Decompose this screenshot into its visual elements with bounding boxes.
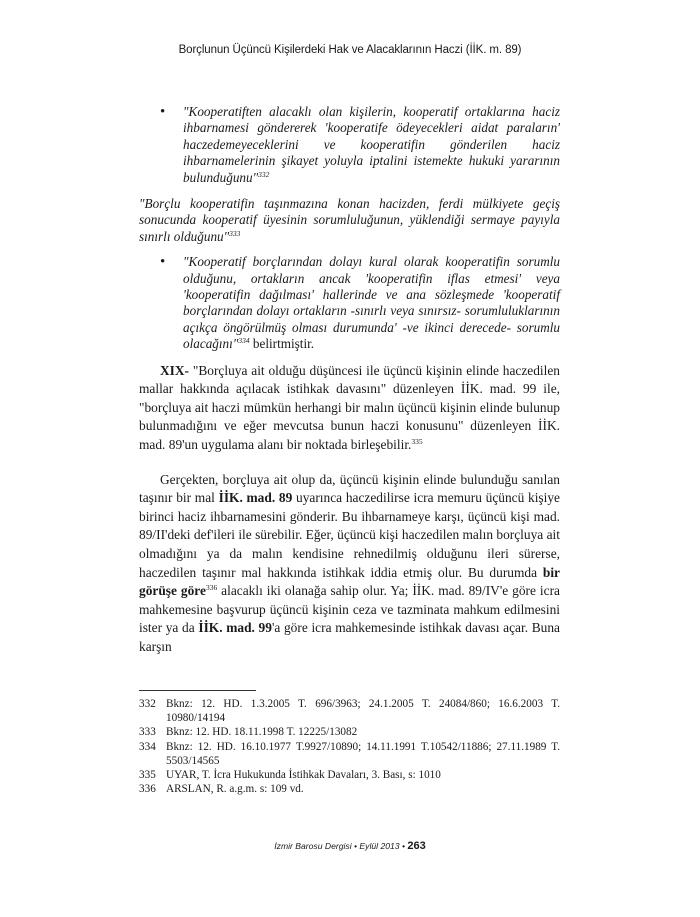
quote-text: "Borçlu kooperatifin taşınmazına konan hacizden, ferdi mülkiyete geçiş sonucunda kooperatif üyesinin sorumluluğunun, yüklendiği sermaye payıyla sınırlı olduğunu" (139, 196, 560, 244)
emphasis: bir görüşe göre (139, 564, 560, 599)
bullet-tail: belirtmiştir. (249, 336, 315, 352)
footnote (139, 782, 560, 796)
footnote-ref[interactable]: 333 (229, 228, 241, 238)
footnote-number: 335 (139, 769, 156, 782)
main-text (139, 104, 560, 657)
footnote-number: 336 (139, 783, 156, 796)
running-header: Borçlunun Üçüncü Kişilerdeki Hak ve Alacaklarının Haczi (İİK. m. 89) (178, 44, 522, 56)
footnote-divider (139, 690, 256, 691)
paragraph-text: 'a göre icra mahkemesinde istihkak davası açar. Buna karşın (139, 620, 560, 654)
paragraph (139, 471, 560, 657)
bullet-item (139, 254, 560, 352)
footnote-ref[interactable]: 336 (205, 583, 218, 593)
bullet-text: "Kooperatif borçlarından dolayı kural olarak kooperatifin sorumlu olduğunu, ortakların ancak 'kooperatifin iflas etmesi' veya 'kooperatifin dağılması' hallerinde ve ana sözleşmede 'kooperatif borçlarından dolayı ortakların -sınırlı veya sınırsız- sorumluluklarının açıkça öngörülmüş olması durumunda' -ve ikinci derecede- sorumlu olacağını" (183, 254, 560, 352)
footnote-ref[interactable]: 334 (238, 336, 250, 346)
footnote-number: 332 (139, 698, 156, 710)
page-number: 263 (407, 840, 426, 852)
paragraph-xix (139, 362, 560, 455)
bullet-icon: • (160, 104, 166, 120)
footnote (139, 725, 560, 739)
footnote (139, 697, 560, 725)
bullet-icon: • (160, 254, 166, 271)
footnote (139, 740, 560, 768)
paragraph-text: alacaklı iki olanağa sahip olur. Ya; İİK. mad. 89/IV'e göre icra mahkemesine başvurup üçüncü kişinin ceza ve tazminata mahkum edilmesini ister ya da (139, 583, 560, 636)
footnote-text: UYAR, T. İcra Hukukunda İstihkak Davaları, 3. Bası, s: 1010 (166, 769, 441, 782)
emphasis: İİK. mad. 99 (198, 620, 272, 636)
footnotes (139, 697, 560, 796)
section-lead: XIX- (160, 362, 190, 378)
paragraph-text: Gerçekten, borçluya ait olup da, üçüncü kişinin elinde bulunduğu sanılan taşınır bir mal (139, 471, 560, 506)
footnote-ref[interactable]: 332 (258, 169, 270, 179)
paragraph-text: "Borçluya ait olduğu düşüncesi ile üçüncü kişinin elinde haczedilen mallar hakkında açılacak istihkak davasını" düzenleyen İİK. mad. 99 ile, "borçluya ait haczi mümkün herhangi bir malın üçüncü kişinin elinde bulunup bulunmadığını ve eğer mevcutsa bunun haczi konusunu" düzenleyen İİK. mad. 89'un uygulama alanı bir noktada birleşebilir. (139, 362, 560, 453)
block-quote (139, 196, 560, 245)
footnote-number: 334 (139, 740, 156, 753)
footnote-ref[interactable]: 335 (411, 437, 423, 447)
footnote-text: Bknz: 12. HD. 1.3.2005 T. 696/3963; 24.1.2005 T. 24084/860; 16.6.2003 T. 10980/14194 (166, 698, 560, 725)
footnote (139, 768, 560, 782)
page-footer (0, 840, 700, 852)
footnote-text: ARSLAN, R. a.g.m. s: 109 vd. (166, 783, 304, 796)
paragraph-text: uyarınca haczedilirse icra memuru üçüncü kişiye birinci haciz ihbarnamesini gönderir. Bu ihbarnameye karşı, üçüncü kişi mad. 89/II'deki def'ileri ile sürebilir. Eğer, üçüncü kişi haczedilen malın borçluya ait olmadığını ya da malın kendisine rehnedilmiş olduğunu ileri sürerse, haczedilen taşınır mal hakkında istihkak iddia etmiş olur. Bu durumda (139, 490, 561, 580)
bullet-item (139, 104, 560, 186)
journal-name: İzmir Barosu Dergisi • Eylül 2013 • (274, 841, 405, 851)
bullet-text: "Kooperatiften alacaklı olan kişilerin, kooperatif ortaklarına haciz ihbarnamesi göndererek 'kooperatife ödeyecekleri aidat paraların' haczedemeyeceklerini ve kooperatifin gönderilen haciz ihbarnamelerinin şikayet yoluyla iptalini istemekte hukuki yararının bulunduğunu" (183, 104, 560, 185)
emphasis: İİK. mad. 89 (218, 490, 293, 506)
footnote-text: Bknz: 12. HD. 18.11.1998 T. 12225/13082 (166, 726, 358, 739)
footnote-number: 333 (139, 726, 156, 739)
footnote-text: Bknz: 12. HD. 16.10.1977 T.9927/10890; 14.11.1991 T.10542/11886; 27.11.1989 T. 5503/14565 (166, 740, 560, 767)
